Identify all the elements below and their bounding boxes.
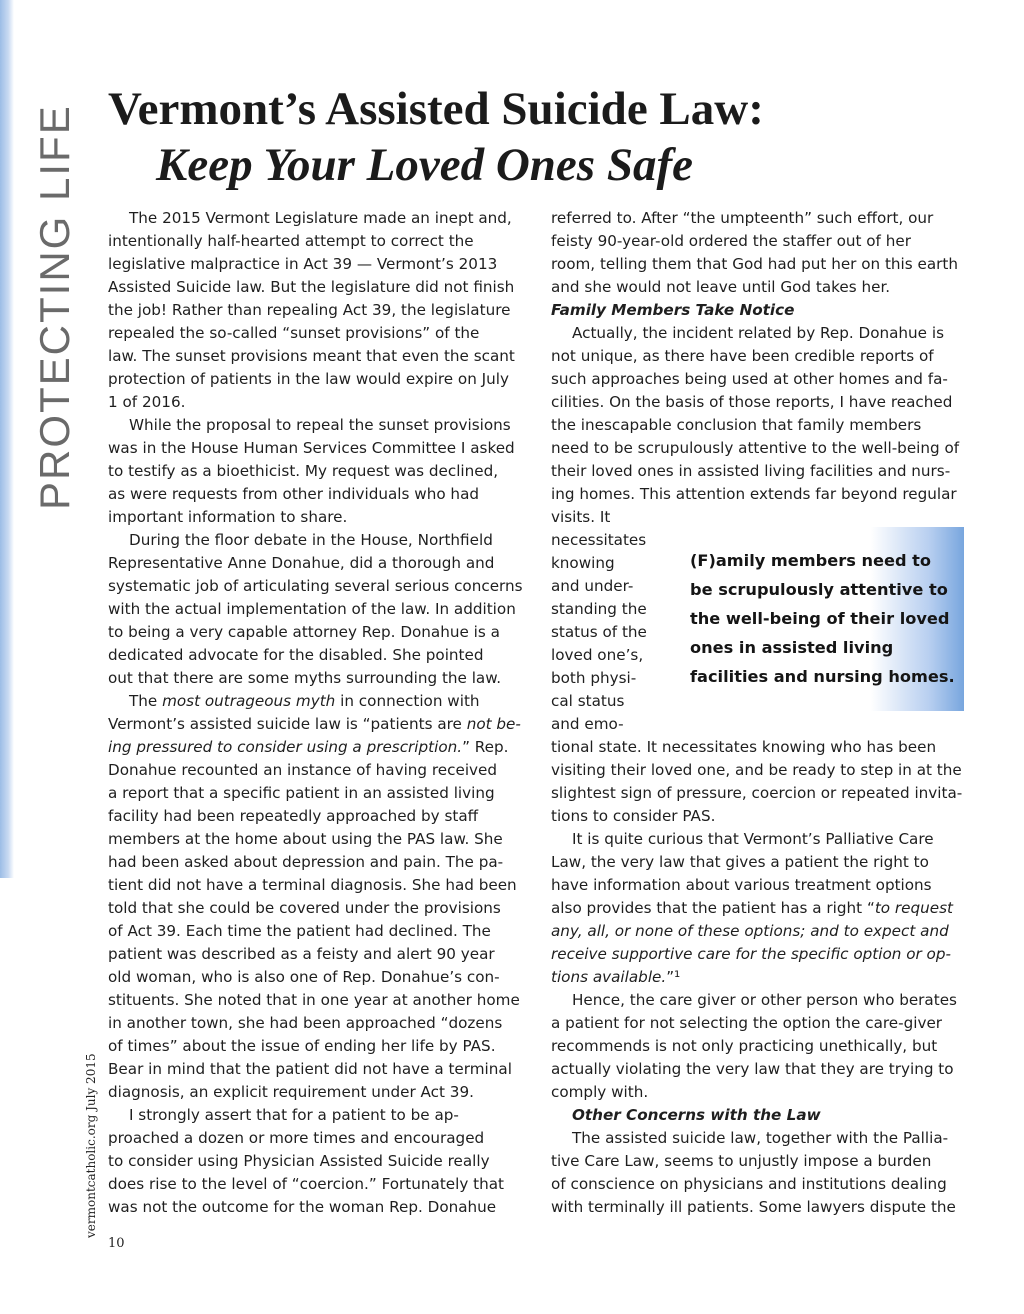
text-line: comply with. — [551, 1083, 649, 1101]
text-line: with the actual implementation of the law. In addition — [108, 600, 516, 618]
italic-text: receive supportive care for the specific option or op- — [551, 945, 951, 963]
italic-text: to request — [874, 899, 953, 917]
italic-text: not be- — [466, 715, 521, 733]
pull-quote — [690, 546, 955, 691]
text-line: visits. It — [551, 508, 611, 526]
text-line: legislative malpractice in Act 39 — Vermont’s 2013 — [108, 255, 498, 273]
text-line — [551, 966, 965, 989]
text-line: of Act 39. Each time the patient had declined. The — [108, 922, 491, 940]
italic-text: ing pressured to consider using a prescription. — [108, 738, 463, 756]
text-line: told that she could be covered under the provisions — [108, 899, 501, 917]
text-line — [108, 713, 528, 736]
text-line: important information to share. — [108, 508, 348, 526]
text-line: have information about various treatment options — [551, 876, 932, 894]
text-line: cilities. On the basis of those reports, I have reached — [551, 393, 953, 411]
text-line: their loved ones in assisted living facilities and nurs- — [551, 462, 951, 480]
text-line: dedicated advocate for the disabled. She pointed — [108, 646, 484, 664]
text-line: patient was described as a feisty and alert 90 year — [108, 945, 495, 963]
text-line: need to be scrupulously attentive to the well-being of — [551, 439, 960, 457]
text-span: also provides that the patient has a right “ — [551, 899, 875, 917]
text-line: tient did not have a terminal diagnosis. She had been — [108, 876, 517, 894]
text-line: visiting their loved one, and be ready to step in at the — [551, 761, 962, 779]
text-line: standing the — [551, 600, 647, 618]
text-line: Hence, the care giver or other person who berates — [572, 991, 957, 1009]
text-line: room, telling them that God had put her on this earth — [551, 255, 958, 273]
section-heading: Other Concerns with the Law — [572, 1106, 821, 1124]
italic-text: tions available. — [551, 968, 667, 986]
text-line: old woman, who is also one of Rep. Donahue’s con- — [108, 968, 500, 986]
text-line: While the proposal to repeal the sunset provisions — [129, 416, 511, 434]
page-number: 10 — [108, 1236, 125, 1251]
pull-quote-line: facilities and nursing homes. — [690, 667, 955, 686]
text-line: loved one’s, — [551, 646, 644, 664]
text-line: had been asked about depression and pain. The pa- — [108, 853, 504, 871]
text-line: to being a very capable attorney Rep. Donahue is a — [108, 623, 500, 641]
text-line: to testify as a bioethicist. My request was declined, — [108, 462, 499, 480]
pull-quote-line: the well-being of their loved — [690, 609, 950, 628]
italic-text: most outrageous myth — [162, 692, 336, 710]
text-span: Vermont’s assisted suicide law is “patients are — [108, 715, 467, 733]
text-line: cal status — [551, 692, 625, 710]
text-line: slightest sign of pressure, coercion or repeated invita- — [551, 784, 963, 802]
text-line: as were requests from other individuals who had — [108, 485, 480, 503]
text-line: tional state. It necessitates knowing who has been — [551, 738, 937, 756]
text-line: diagnosis, an explicit requirement under Act 39. — [108, 1083, 474, 1101]
text-line: tions to consider PAS. — [551, 807, 716, 825]
text-line — [108, 690, 528, 713]
text-line: of times” about the issue of ending her life by PAS. — [108, 1037, 496, 1055]
text-span: in connection with — [335, 692, 480, 710]
text-line: such approaches being used at other homes and fa- — [551, 370, 948, 388]
text-line: was not the outcome for the woman Rep. Donahue — [108, 1198, 497, 1216]
text-line: stituents. She noted that in one year at another home — [108, 991, 520, 1009]
side-url: vermontcatholic.org July 2015 — [84, 1053, 98, 1238]
text-line: in another town, she had been approached “dozens — [108, 1014, 503, 1032]
text-line — [108, 736, 528, 759]
text-line: ing homes. This attention extends far beyond regular — [551, 485, 957, 503]
text-line: of conscience on physicians and institutions dealing — [551, 1175, 947, 1193]
side-accent-bar — [0, 0, 14, 878]
text-line: both physi- — [551, 669, 637, 687]
text-span: ”¹ — [666, 968, 681, 986]
text-line: During the floor debate in the House, Northfield — [129, 531, 493, 549]
text-line: feisty 90-year-old ordered the staffer out of her — [551, 232, 911, 250]
text-line: intentionally half-hearted attempt to correct the — [108, 232, 474, 250]
text-line: does rise to the level of “coercion.” Fortunately that — [108, 1175, 504, 1193]
text-line: a report that a specific patient in an assisted living — [108, 784, 495, 802]
section-label: PROTECTING LIFE — [31, 104, 78, 510]
text-line: Assisted Suicide law. But the legislature did not finish — [108, 278, 515, 296]
text-line: It is quite curious that Vermont’s Palliative Care — [572, 830, 934, 848]
text-line: protection of patients in the law would expire on July — [108, 370, 509, 388]
text-line: not unique, as there have been credible reports of — [551, 347, 934, 365]
text-line: facility had been repeatedly approached by staff — [108, 807, 479, 825]
text-line: and under- — [551, 577, 634, 595]
text-span: The — [129, 692, 163, 710]
text-line: the job! Rather than repealing Act 39, the legislature — [108, 301, 511, 319]
text-line: systematic job of articulating several serious concerns — [108, 577, 523, 595]
text-line: Representative Anne Donahue, did a thorough and — [108, 554, 495, 572]
pull-quote-line: be scrupulously attentive to — [690, 580, 948, 599]
pull-quote-line: (F)amily members need to — [690, 551, 932, 570]
text-line: referred to. After “the umpteenth” such effort, our — [551, 209, 934, 227]
italic-text: any, all, or none of these options; and to expect and — [551, 922, 949, 940]
text-line: and she would not leave until God takes her. — [551, 278, 891, 296]
pull-quote-line: ones in assisted living — [690, 638, 894, 657]
text-line: Actually, the incident related by Rep. Donahue is — [572, 324, 944, 342]
text-line: Donahue recounted an instance of having received — [108, 761, 498, 779]
article-title: Vermont’s Assisted Suicide Law: — [108, 83, 764, 135]
text-line: and emo- — [551, 715, 624, 733]
text-line: members at the home about using the PAS law. She — [108, 830, 503, 848]
right-column — [551, 207, 965, 1219]
text-line: The 2015 Vermont Legislature made an inept and, — [129, 209, 512, 227]
text-line: Bear in mind that the patient did not have a terminal — [108, 1060, 512, 1078]
text-line: out that there are some myths surrounding the law. — [108, 669, 502, 687]
text-line: proached a dozen or more times and encouraged — [108, 1129, 485, 1147]
text-line — [551, 920, 965, 943]
text-line — [551, 943, 965, 966]
text-line: actually violating the very law that they are trying to — [551, 1060, 954, 1078]
text-line: the inescapable conclusion that family members — [551, 416, 922, 434]
text-line: law. The sunset provisions meant that even the scant — [108, 347, 515, 365]
text-line: recommends is not only practicing unethically, but — [551, 1037, 938, 1055]
text-line: a patient for not selecting the option the care-giver — [551, 1014, 943, 1032]
text-line: I strongly assert that for a patient to be ap- — [129, 1106, 459, 1124]
text-line: The assisted suicide law, together with the Pallia- — [572, 1129, 949, 1147]
section-heading: Family Members Take Notice — [551, 301, 795, 319]
text-line: necessitates — [551, 531, 647, 549]
text-line: to consider using Physician Assisted Suicide really — [108, 1152, 490, 1170]
text-line: tive Care Law, seems to unjustly impose a burden — [551, 1152, 932, 1170]
text-span: ” Rep. — [462, 738, 509, 756]
text-line: knowing — [551, 554, 615, 572]
text-line: with terminally ill patients. Some lawyers dispute the — [551, 1198, 956, 1216]
left-column — [108, 207, 528, 1219]
text-line: was in the House Human Services Committee I asked — [108, 439, 515, 457]
article-subtitle: Keep Your Loved Ones Safe — [156, 139, 693, 191]
text-line: 1 of 2016. — [108, 393, 186, 411]
text-line: status of the — [551, 623, 647, 641]
text-line: Law, the very law that gives a patient the right to — [551, 853, 929, 871]
text-line — [551, 897, 965, 920]
text-line: repealed the so-called “sunset provisions” of the — [108, 324, 480, 342]
